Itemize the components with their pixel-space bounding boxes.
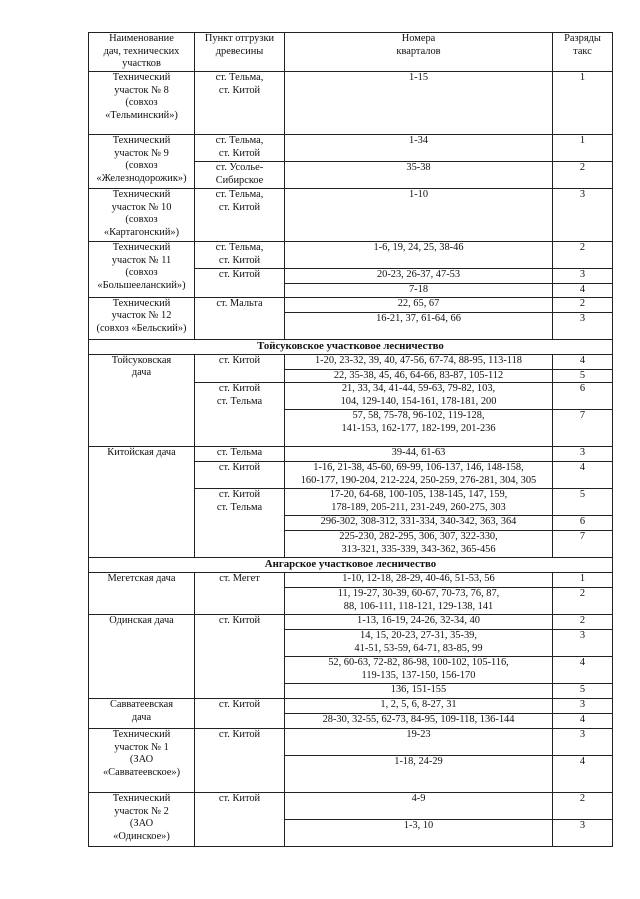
station-cell: ст. Тельма, ст. Китой [195, 242, 285, 269]
station-cell: ст. Китой [195, 269, 285, 298]
station-cell: ст. Китой [195, 354, 285, 383]
station-cell: ст. Тельма, ст. Китой [195, 189, 285, 242]
station-cell: ст. Тельма, ст. Китой [195, 72, 285, 135]
station-cell: ст. Китой ст. Тельма [195, 489, 285, 558]
quarters-cell: 1-15 [285, 72, 553, 135]
tax-class-cell: 4 [553, 284, 613, 298]
section-title: Ангарское участковое лесничество [89, 558, 613, 573]
tax-class-cell: 3 [553, 729, 613, 756]
quarters-cell: 1, 2, 5, 6, 8-27, 31 [285, 699, 553, 714]
area-name-cell: Тойсуковская дача [89, 354, 195, 447]
quarters-cell: 1-34 [285, 135, 553, 162]
quarters-cell: 1-6, 19, 24, 25, 38-46 [285, 242, 553, 269]
tax-class-cell: 1 [553, 573, 613, 588]
area-name-cell: Мегетская дача [89, 573, 195, 615]
tax-class-cell: 6 [553, 516, 613, 531]
quarters-cell: 296-302, 308-312, 331-334, 340-342, 363, 364 [285, 516, 553, 531]
quarters-cell: 52, 60-63, 72-82, 86-98, 100-102, 105-116, 119-135, 137-150, 156-170 [285, 657, 553, 684]
station-cell: ст. Тельма [195, 447, 285, 462]
quarters-cell: 39-44, 61-63 [285, 447, 553, 462]
station-cell: ст. Мальта [195, 297, 285, 339]
tax-class-cell: 2 [553, 242, 613, 269]
quarters-cell: 1-16, 21-38, 45-60, 69-99, 106-137, 146, 148-158, 160-177, 190-204, 212-224, 250-259, 276-281, 304, 305 [285, 462, 553, 489]
area-name-cell: Технический участок № 1 (ЗАО «Савватеевское») [89, 729, 195, 793]
tax-class-cell: 4 [553, 657, 613, 684]
quarters-cell: 14, 15, 20-23, 27-31, 35-39, 41-51, 53-59, 64-71, 83-85, 99 [285, 630, 553, 657]
quarters-cell: 1-10, 12-18, 28-29, 40-46, 51-53, 56 [285, 573, 553, 588]
quarters-cell: 7-18 [285, 284, 553, 298]
tax-class-cell: 7 [553, 410, 613, 447]
quarters-cell: 17-20, 64-68, 100-105, 138-145, 147, 159, 178-189, 205-211, 231-249, 260-275, 303 [285, 489, 553, 516]
area-name-cell: Технический участок № 2 (ЗАО «Одинское») [89, 793, 195, 847]
station-cell: ст. Тельма, ст. Китой [195, 135, 285, 162]
area-name-cell: Технический участок № 9 (совхоз «Железнодорожик») [89, 135, 195, 189]
tax-class-cell: 3 [553, 699, 613, 714]
tax-class-cell: 6 [553, 383, 613, 410]
tax-class-cell: 4 [553, 756, 613, 793]
quarters-cell: 35-38 [285, 162, 553, 189]
tax-class-cell: 3 [553, 312, 613, 339]
forest-quarters-table [88, 32, 613, 847]
station-cell: ст. Усолье- Сибирское [195, 162, 285, 189]
station-cell: ст. Китой [195, 793, 285, 847]
quarters-cell: 1-20, 23-32, 39, 40, 47-56, 67-74, 88-95, 113-118 [285, 354, 553, 369]
tax-class-cell: 2 [553, 615, 613, 630]
tax-class-cell: 3 [553, 820, 613, 847]
table-row [89, 699, 613, 714]
section-row [89, 339, 613, 354]
area-name-cell: Технический участок № 10 (совхоз «Картагонский») [89, 189, 195, 242]
quarters-cell: 22, 65, 67 [285, 297, 553, 312]
table-row [89, 573, 613, 588]
station-cell: ст. Китой [195, 615, 285, 699]
quarters-cell: 1-18, 24-29 [285, 756, 553, 793]
table-row [89, 189, 613, 242]
quarters-cell: 1-3, 10 [285, 820, 553, 847]
table-body [89, 72, 613, 847]
quarters-cell: 11, 19-27, 30-39, 60-67, 70-73, 76, 87, 88, 106-111, 118-121, 129-138, 141 [285, 588, 553, 615]
station-cell: ст. Китой ст. Тельма [195, 383, 285, 447]
tax-class-cell: 2 [553, 162, 613, 189]
table-row [89, 793, 613, 820]
area-name-cell: Технический участок № 12 (совхоз «Бельский») [89, 297, 195, 339]
header-quarters: Номера кварталов [285, 33, 553, 72]
tax-class-cell: 5 [553, 489, 613, 516]
station-cell: ст. Китой [195, 462, 285, 489]
tax-class-cell: 4 [553, 714, 613, 729]
area-name-cell: Технический участок № 11 (совхоз «Большееланский») [89, 242, 195, 298]
quarters-cell: 16-21, 37, 61-64, 66 [285, 312, 553, 339]
tax-class-cell: 3 [553, 447, 613, 462]
station-cell: ст. Мегет [195, 573, 285, 615]
quarters-cell: 4-9 [285, 793, 553, 820]
tax-class-cell: 3 [553, 189, 613, 242]
table-row [89, 242, 613, 269]
area-name-cell: Китойская дача [89, 447, 195, 558]
table-row [89, 615, 613, 630]
tax-class-cell: 4 [553, 354, 613, 369]
quarters-cell: 22, 35-38, 45, 46, 64-66, 83-87, 105-112 [285, 369, 553, 383]
table-row [89, 447, 613, 462]
quarters-cell: 20-23, 26-37, 47-53 [285, 269, 553, 284]
tax-class-cell: 1 [553, 135, 613, 162]
table-row [89, 729, 613, 756]
header-name: Наименование дач, технических участков [89, 33, 195, 72]
station-cell: ст. Китой [195, 699, 285, 729]
area-name-cell: Савватеевская дача [89, 699, 195, 729]
tax-class-cell: 3 [553, 269, 613, 284]
tax-class-cell: 4 [553, 462, 613, 489]
tax-class-cell: 3 [553, 630, 613, 657]
tax-class-cell: 5 [553, 369, 613, 383]
section-title: Тойсуковское участковое лесничество [89, 339, 613, 354]
table-row [89, 354, 613, 369]
table-row [89, 72, 613, 135]
quarters-cell: 136, 151-155 [285, 684, 553, 699]
quarters-cell: 57, 58, 75-78, 96-102, 119-128, 141-153, 162-177, 182-199, 201-236 [285, 410, 553, 447]
table-row [89, 135, 613, 162]
table-row [89, 297, 613, 312]
quarters-cell: 19-23 [285, 729, 553, 756]
header-tax-class: Разряды такс [553, 33, 613, 72]
tax-class-cell: 2 [553, 297, 613, 312]
quarters-cell: 1-10 [285, 189, 553, 242]
quarters-cell: 21, 33, 34, 41-44, 59-63, 79-82, 103, 104, 129-140, 154-161, 178-181, 200 [285, 383, 553, 410]
station-cell: ст. Китой [195, 729, 285, 793]
tax-class-cell: 1 [553, 72, 613, 135]
area-name-cell: Одинская дача [89, 615, 195, 699]
section-row [89, 558, 613, 573]
tax-class-cell: 5 [553, 684, 613, 699]
header-row [89, 33, 613, 72]
quarters-cell: 28-30, 32-55, 62-73, 84-95, 109-118, 136-144 [285, 714, 553, 729]
tax-class-cell: 7 [553, 531, 613, 558]
area-name-cell: Технический участок № 8 (совхоз «Тельминский») [89, 72, 195, 135]
tax-class-cell: 2 [553, 588, 613, 615]
tax-class-cell: 2 [553, 793, 613, 820]
quarters-cell: 225-230, 282-295, 306, 307, 322-330, 313-321, 335-339, 343-362, 365-456 [285, 531, 553, 558]
quarters-cell: 1-13, 16-19, 24-26, 32-34, 40 [285, 615, 553, 630]
header-station: Пункт отгрузки древесины [195, 33, 285, 72]
